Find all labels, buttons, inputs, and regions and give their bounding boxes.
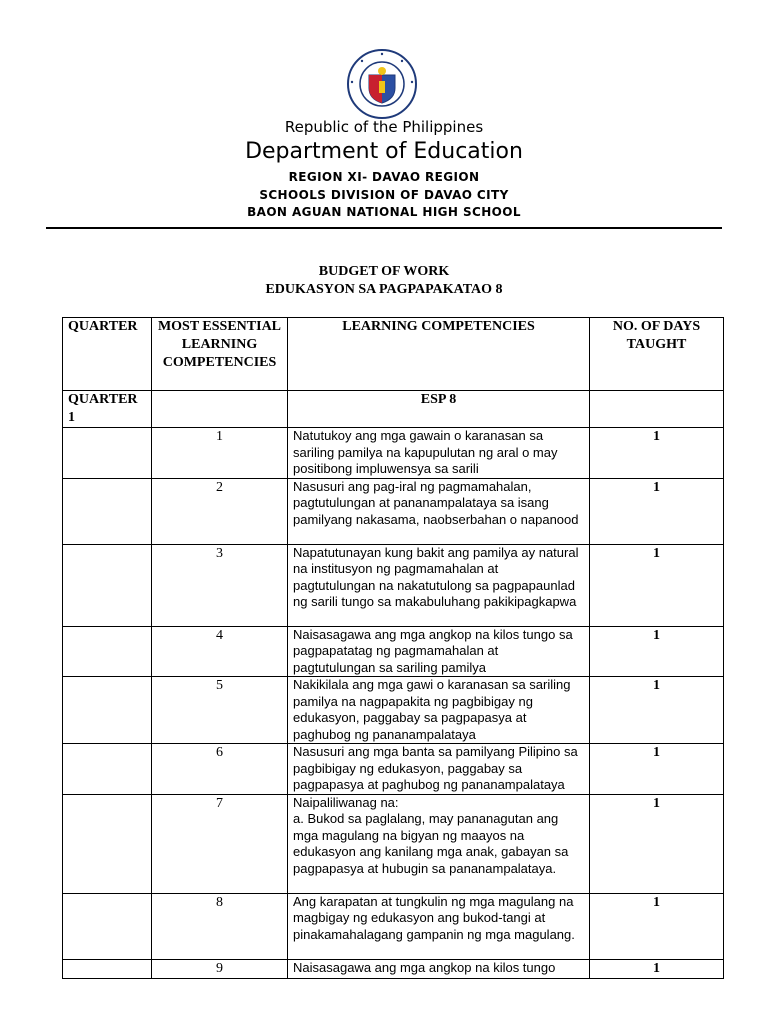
subject-label: ESP 8 <box>288 391 590 428</box>
competency-number: 8 <box>152 893 288 959</box>
header-days-taught: NO. OF DAYS TAUGHT <box>590 318 724 391</box>
region-line: REGION XI- DAVAO REGION <box>288 170 480 184</box>
days-taught: 1 <box>590 428 724 479</box>
header-learning-competencies: LEARNING COMPETENCIES <box>288 318 590 391</box>
days-taught: 1 <box>590 626 724 677</box>
table-row <box>63 677 724 744</box>
competency-number: 6 <box>152 744 288 795</box>
document-subtitle: EDUKASYON SA PAGPAPAKATAO 8 <box>265 282 503 297</box>
days-taught: 1 <box>590 478 724 544</box>
days-taught: 1 <box>590 794 724 893</box>
quarter-label: QUARTER 1 <box>63 391 152 428</box>
republic-heading: Republic of the Philippines <box>284 118 484 136</box>
competency-text: Nasusuri ang mga banta sa pamilyang Pilipino sa pagbibigay ng edukasyon, paggabay sa pagpapasya at paghubog ng pananampalataya <box>288 744 590 795</box>
competency-number: 5 <box>152 677 288 744</box>
days-taught: 1 <box>590 893 724 959</box>
table-header-row <box>63 318 724 391</box>
school-line: BAON AGUAN NATIONAL HIGH SCHOOL <box>247 205 521 219</box>
days-taught: 1 <box>590 744 724 795</box>
competency-text: Natutukoy ang mga gawain o karanasan sa sariling pamilya na kapupulutan ng aral o may positibong impluwensya sa sarili <box>288 428 590 479</box>
department-heading: Department of Education <box>245 139 523 164</box>
competency-number: 9 <box>152 959 288 978</box>
competency-text: Ang karapatan at tungkulin ng mga magulang na magbigay ng edukasyon ang bukod-tangi at pinakamahalagang gampanin ng mga magulang. <box>288 893 590 959</box>
division-line: SCHOOLS DIVISION OF DAVAO CITY <box>259 188 509 202</box>
competency-text <box>288 794 590 893</box>
competency-text: Naisasagawa ang mga angkop na kilos tungo <box>288 959 590 978</box>
competency-item-a: a. Bukod sa paglalang, may pananagutan ang mga magulang na bigyan ng maayos na edukasyon ang kanilang mga anak, gabayan sa pagpapasya at hubugin sa pananampalataya. <box>293 811 569 876</box>
table-row <box>63 959 724 978</box>
competency-intro: Naipaliliwanag na: <box>293 794 399 810</box>
table-row <box>63 626 724 677</box>
competency-number: 4 <box>152 626 288 677</box>
competency-number: 7 <box>152 794 288 893</box>
header-divider <box>46 227 722 229</box>
table-row <box>63 794 724 893</box>
table-row <box>63 478 724 544</box>
days-taught: 1 <box>590 677 724 744</box>
budget-of-work-table <box>62 317 724 979</box>
competency-number: 2 <box>152 478 288 544</box>
table-row <box>63 428 724 479</box>
competency-number: 1 <box>152 428 288 479</box>
table-row <box>63 744 724 795</box>
competency-text: Nakikilala ang mga gawi o karanasan sa sariling pamilya na nagpapakita ng pagbibigay ng edukasyon, paggabay sa pagpapasya at paghubog ng pananampalataya <box>288 677 590 744</box>
header-quarter: QUARTER <box>63 318 152 391</box>
days-taught: 1 <box>590 544 724 626</box>
competency-text: Napatutunayan kung bakit ang pamilya ay natural na institusyon ng pagmamahalan at pagtutulungan na nakatutulong sa pagpapaunlad ng sarili tungo sa makabuluhang pakikipagkapwa <box>288 544 590 626</box>
competency-text: Nasusuri ang pag-iral ng pagmamahalan, pagtutulungan at pananampalataya sa isang pamilyang nakasama, naobserbahan o napanood <box>288 478 590 544</box>
document-title: BUDGET OF WORK <box>318 264 450 279</box>
deped-seal-logo <box>346 48 418 120</box>
table-row <box>63 893 724 959</box>
header-melc: MOST ESSENTIAL LEARNING COMPETENCIES <box>152 318 288 391</box>
days-taught: 1 <box>590 959 724 978</box>
table-row <box>63 544 724 626</box>
competency-number: 3 <box>152 544 288 626</box>
competency-text: Naisasagawa ang mga angkop na kilos tungo sa pagpapatatag ng pagmamahalan at pagtutulungan sa sariling pamilya <box>288 626 590 677</box>
quarter-row <box>63 391 724 428</box>
